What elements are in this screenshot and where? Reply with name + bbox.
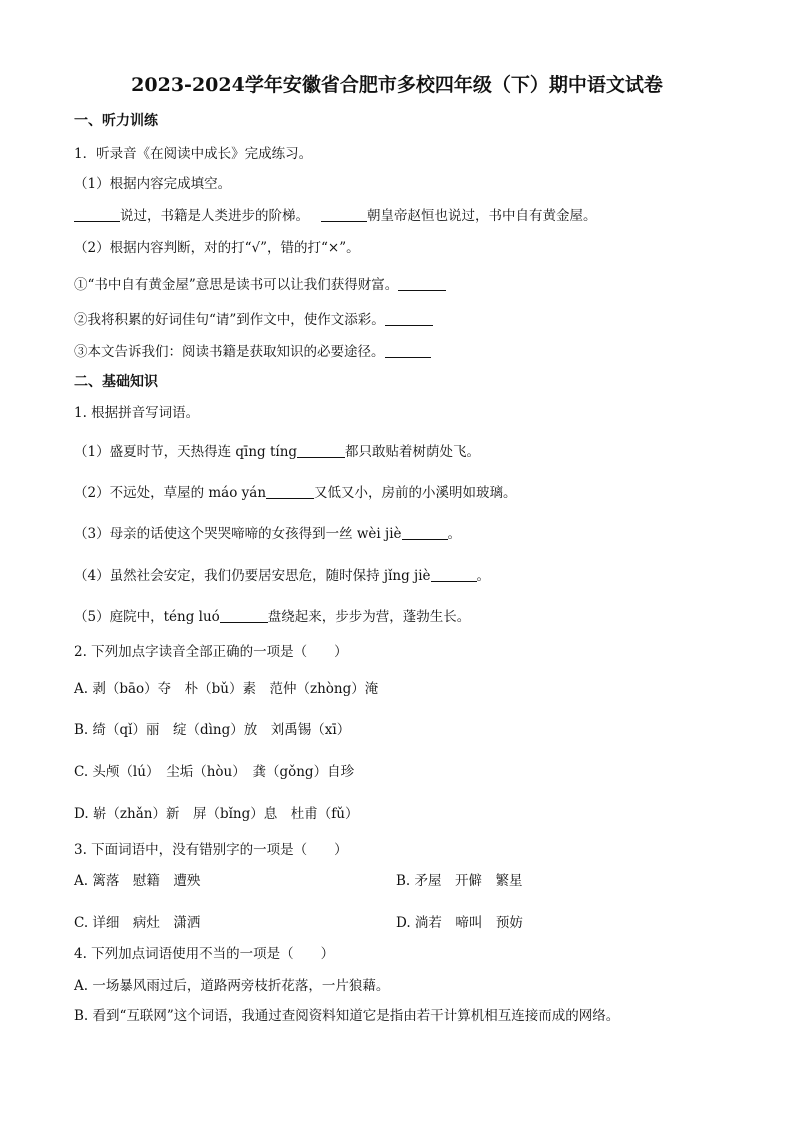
- pinyin-item-5: （5）庭院中，téng luó 盘绕起来，步步为营，蓬勃生长。: [74, 609, 471, 625]
- option-4b[interactable]: B. 看到“互联网”这个词语，我通过查阅资料知道它是指由若干计算机相互连接而成的网络。: [74, 1008, 620, 1024]
- answer-blank[interactable]: [74, 207, 120, 222]
- judge-item-3: ③本文告诉我们：阅读书籍是获取知识的必要途径。: [74, 340, 431, 360]
- question-2: 2. 下列加点字读音全部正确的一项是（ ）: [74, 644, 348, 660]
- option-4a[interactable]: A. 一场暴风雨过后，道路两旁枝折花落，一片狼藉。: [74, 978, 390, 994]
- answer-blank[interactable]: [398, 276, 446, 291]
- pinyin-item-1: （1）盛夏时节，天热得连 qīng tíng 都只敢贴着树荫处飞。: [74, 444, 481, 460]
- option-2c[interactable]: C. 头颅（lú） 尘垢（hòu） 龚（gǒng）自珍: [74, 764, 355, 780]
- fill-line: [74, 204, 597, 224]
- answer-blank[interactable]: [402, 525, 448, 540]
- answer-blank[interactable]: [220, 608, 268, 623]
- subquestion-judge: （2）根据内容判断，对的打“√”，错的打“×”。: [74, 240, 360, 256]
- answer-blank[interactable]: [431, 567, 477, 582]
- pinyin-item-3: （3）母亲的话使这个哭哭啼啼的女孩得到一丝 wèi jiè 。: [74, 526, 462, 542]
- question-listening-1: 1．听录音《在阅读中成长》完成练习。: [74, 146, 313, 162]
- pinyin-item-2: （2）不远处，草屋的 máo yán 又低又小，房前的小溪明如玻璃。: [74, 485, 517, 501]
- option-3c[interactable]: C. 详细 病灶 潇洒: [74, 915, 201, 931]
- section-heading-listening: 一、听力训练: [74, 113, 158, 129]
- option-2a[interactable]: A. 剥（bāo）夺 朴（bǔ）素 范仲（zhòng）淹: [74, 681, 379, 697]
- fill-text-b: 朝皇帝赵恒也说过，书中自有黄金屋。: [367, 208, 597, 224]
- answer-blank[interactable]: [266, 484, 314, 499]
- question-4: 4. 下列加点词语使用不当的一项是（ ）: [74, 946, 335, 962]
- judge-item-1: ①“书中自有黄金屋”意思是读书可以让我们获得财富。: [74, 273, 446, 293]
- page-title: 2023-2024学年安徽省合肥市多校四年级（下）期中语文试卷: [131, 74, 663, 96]
- answer-blank[interactable]: [385, 311, 433, 326]
- judge-item-2: ②我将积累的好词佳句“请”到作文中，使作文添彩。: [74, 308, 433, 328]
- option-3a[interactable]: A. 篱落 慰籍 遭殃: [74, 873, 201, 889]
- section-heading-basics: 二、基础知识: [74, 374, 158, 390]
- subquestion-fill: （1）根据内容完成填空。: [74, 176, 232, 192]
- option-2b[interactable]: B. 绮（qǐ）丽 绽（dìng）放 刘禹锡（xī）: [74, 722, 351, 738]
- question-3: 3. 下面词语中，没有错别字的一项是（ ）: [74, 842, 348, 858]
- fill-text-a: 说过，书籍是人类进步的阶梯。: [120, 208, 309, 224]
- answer-blank[interactable]: [321, 207, 367, 222]
- answer-blank[interactable]: [297, 443, 345, 458]
- option-3b[interactable]: B. 矛屋 开僻 繁星: [396, 873, 523, 889]
- option-2d[interactable]: D. 崭（zhǎn）新 屏（bǐng）息 杜甫（fǔ）: [74, 806, 359, 822]
- pinyin-item-4: （4）虽然社会安定，我们仍要居安思危，随时保持 jǐng jiè 。: [74, 568, 491, 584]
- answer-blank[interactable]: [385, 343, 431, 358]
- option-3d[interactable]: D. 淌若 啼叫 预妨: [396, 915, 523, 931]
- question-pinyin: 1. 根据拼音写词语。: [74, 405, 200, 421]
